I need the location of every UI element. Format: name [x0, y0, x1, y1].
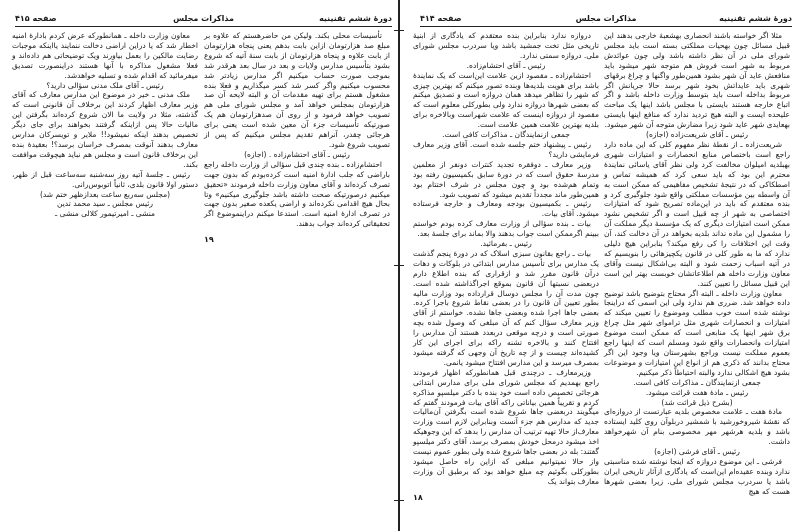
paragraph: رئیس ـ پیشنهاد ختم جلسه شده است. آقای وزیر معارف فرمایشی دارید؟: [413, 139, 599, 159]
paragraph: وزیرمعارف ـ درچندی قبل همانطورکه اظهار فرمودند راجع بهمدیم که مجلس شورای ملی برای مدارس ابتدائی هرجائی تخصیص داده است خود بنده با دکتر میلسپو مذاکره کردم و تقریباً همین بیاناتی راکه آقای بیات فرمودند گفتم که میگویند دربعضی جاها شروع شده است بگرفتن آن‌مالیات جدید که مدارس هم جزء آنست وبنابراین لازم است وزارت معارف‌از حالا تهیه ترتیب آن مدارس را بدهد که این وجوهیکه اخذ میشود درمحل خودش بمصرف برسد، آقای دکتر میلسپو گفتند: بله در بعضی جاها شروع شده ولی بطور عموم نیست واز حالا نمیتوانیم مبلغی که ازاین راه حاصل میشود بطورکلی بگوئیم چه مبلغ خواهد بود که برطبق آن وزارت معارف بتواند یک: [413, 367, 599, 486]
paragraph: مادهٔ هفت ـ علامت مخصوص بلدیه عبارتست از دروازه‌ای که نقشهٔ شیروخورشید با شمشیر دربلوآن روی کلید ایستاده باشد و بلدیه هرشهر مهر مخصوصی بنام آن شهرخواهد داشت.: [604, 407, 790, 447]
header-title: مذاکرات مجلس: [173, 14, 234, 23]
speaker-line: (مجلس سه‌ربع ساعت بعدازظهر ختم شد): [39, 189, 171, 199]
header-page-number: صفحه ۴۱۵: [15, 14, 57, 23]
paragraph: دروازه ندارد بنابراین بنده معتقدم که یادگاری از ابنیهٔ تاریخی مثل تخت جمشید باشد ویا سردرب مجلس شورای ملی. دروازه سمتی ندارد.: [413, 31, 599, 60]
paragraph: احتشام‌زاده ـ مقصود ازین علامت این‌است که یک نمایندهٔ باشد برای هویت بلدیه‌ها وبنده تصور میکنم که بهترین چیزی که شهر را تظاهر میدهد همان دروازه است و تصدیق میکنم که بعضی شهرها دروازه ندارد ولی بطورکلی معلوم است که مقصود از دروازه اینست که علامت شهراست وبالاخره برای بلدیه بهترین علامت همین علامت است.: [413, 70, 599, 130]
paragraph: احتشام‌زاده ـ بنده چندی قبل سؤالی از وزارت داخله راجع باراضی که جلب ادارهٔ امنیه است کرده‌بودم که بدون جهت تصرف کرده‌اند و آقای معاون وزارت داخله فرمودند «تحقیق میکنیم درصورتیکه صحت داشته باشد جلوگیری میکنیم» وتا بحال هیچ اقدامی نکرده‌اند و اراضی یکعده صغیر بدون جهت در تصرف ادارهٔ امنیه است. استدعا میکنم دراینموضوع اگر تحقیقاتی کرده‌اند جواب بدهند.: [204, 159, 390, 229]
speaker-line: جمعی ازنمایندگان ـ مذاکرات کافی است.: [633, 377, 761, 387]
speaker-line: رئیس ـ آقای شریعت‌زاده (اجازه): [646, 130, 748, 140]
paragraph: شریعت‌زاده ـ از نقطهٔ نظر مفهوم کلی که این ماده دارد راجع است باختصاص منابع انحصارات و امتیازات شهری بهبلدیه امیلوان مخالفت کرد ولی نظر آقای یاسائی نمایندهٔ محترم این بود که باید سعی کرد که همیشه تماس و اصطکاکی که در نتیجهٔ تشخیص مفاهیمی که ممکن است به آن واسطه بین مؤسسات مملکتی واقع شود جلوگیری کرد و بنده معتقدم که باید در این‌ماده تصریح شود که امتیازات اختصاصی به شهر از چه قبیل است و اگر تشخیص نشود ممکن است امتیازات دیگری که یک مؤسسهٔ دیگر مملکت آن را مشمول این ماده نداند بلدیه بخواهد در آن دخالت کند، آن وقت این اختلافات را کی رفع میکند؟ بنابراین هیچ دلیلی ندارد که ما به طور کلی در قانون یکچیزهائی را بنویسیم که در آتیه اسباب زحمت شود و البته بی‌اشکال نیست وآقای معاون وزارت داخله هم اطلاعاتشان خوبست بهتر این است این قبیل مسائل را تعیین کنند.: [604, 139, 790, 288]
paragraph: تأسیسات محلی بکند. ولیکن من حاضرهستم که علاوه بر مبلغ صد هزارتومان ازاین بابت بدهم یعنی پنجاه هزارتومان از بابت علاوه و پنجاه هزارتومان از بابت سنهٔ آتیه که شروع بشود بتأسیس مدارس ولایات و بعد در سال بعد هرقدر شد بموجب صورت حساب میکنیم اگر مدارس زیادتر شد محسوب میکنیم واگر کسر شد کسر میگذاریم و فعلا بنده مشغول هستم برای تهیه مقدمات آن و البته لایحه آن صد هزارتومان بمجلس خواهد آمد و مجلس شورای ملی هم تصویب خواهد فرمود و از روی آن صدهزارتومان هم یک صورتیکه تأسیسات جزء آن معین شده است یعنی برای هرجائی چقدر، آنراهم تقدیم مجلس میکنیم که پس از تصویب شروع شود.: [204, 31, 390, 149]
right-page: [405, 0, 800, 531]
header-title: مذاکرات مجلس: [575, 14, 637, 23]
speaker-line: رئیس مجلس ـ سید محمد تدین: [57, 199, 153, 209]
speaker-line: رئیس ـ آقای فرشی (اجازه): [654, 447, 740, 457]
column-paragraphs: [12, 31, 198, 219]
page-number: ۱۹: [204, 235, 214, 245]
page-header: [420, 14, 792, 27]
speaker-line: رئیس ـ آقای احتشام‌زاده . (اجازه): [244, 149, 350, 159]
page-header: [15, 14, 392, 27]
header-volume: دورهٔ ششم تقنینیه: [719, 14, 792, 23]
speaker-line: رئیس ـ بفرمائید.: [480, 239, 532, 249]
paragraph: معاون وزارت داخله ـ همانطورکه عرض کردم بادارهٔ امنیه اخطار شد که یا دراین اراضی دخالت ننمایند یااینکه موجبات رضایت مالکین را بعمل بیاورند ویک توضیحاتی هم داده‌اند و فعلا مشغول مذاکره با آنها هستند دراینصورت تصدیق میفرمائید که اقدام شده و تسلیه خواهدشد.: [12, 31, 198, 80]
speaker-line: رئیس ـ آقای احتشام‌زاده.: [466, 60, 546, 70]
paragraph: وزیر معارف ـ دوفقره تجدید کنترات دونفر از معلمین مدرسهٔ حقوق است که در دورهٔ سابق بکمیسیون رفته بود وتمام هم‌شده بود و چون مجلس در شرف اختتام بود همین‌طور ماند مجدداً تقدیم میشود که تصویب شود.: [413, 159, 599, 199]
paragraph: فرشی ـ این موضوع دروازه که اینجا نوشته شده مناسبتی ندارد وبنده عقیده‌ام این‌است که یادگاری ازآثار تاریخی ایران باشد یا سردرب مجلس شورای ملی. زیرا بعضی شهرها هست که هیچ: [604, 456, 790, 496]
text-column-left: [413, 31, 599, 503]
column-paragraphs: [604, 31, 790, 497]
page-number: ۱۸: [413, 492, 423, 502]
text-column-right: [204, 31, 390, 245]
text-column-right: [604, 31, 790, 497]
paragraph: بیات ـ راجع بقانون سبزی اسلاک که در دورهٔ پنجم گذشت یک مدارس برای تأسیس مدارس ابتدائی در بلوکات و دهات درآن قانون مقرر شد و ازقراری که بنده اطلاع دارم دربعضی نسبتها آن قانون بموقع اجراگذاشته شده است. چون مدت آن را مجلس دوسال قرارداده بود وزارت مالیه بطور تعیین آن قانون را در بعضی نقاط شروع باجرا کرده. بعضی جاها اجرا شده وبعضی جاها نشده. خواستم از آقای وزیر معارف سؤال کنم که آن مبلغی که وصول شده بچه صورتی است و درچه موقعی دربعدد هستند آن مدارس را افتتاح کنند و بالاخره تشنه راکه برای اجرای این کار کشیده‌اند چیست و از چه تاریخ آن وجهی که گرفته میشود بمصرف میرسد و این مدارس افتتاح میشود یانمی.: [413, 248, 599, 367]
paragraph: رئیس ـ جلسهٔ آتیه روز سه‌شنبه سه‌ساعت قبل از ظهر، دستور اولا قانون بلدی، ثانیاً اتوبوس‌رانی.: [12, 169, 198, 189]
speaker-line: (بشرح ذیل قرائت شد): [661, 397, 733, 407]
paragraph: مثلا اگر خواسته باشند انحصاری بهشعبهٔ خارجی بدهند این قبیل مسائل چون بهحیات مملکتی بسته است باید مجلس شورای ملی در آن نظر داشته باشد ولی چون عوائدش مربوط به شهر است فروش هم متوجه شهر میشود باید منافعش عاید آن شهر بشود همین‌طور واگنها و چراغ برقهای شهری باید عایداتش بخود شهر برسد حالا جریانش اگر مربوط بداخله است باید بتوسط وزارت داخله باشد و اگر اتباع خارجه هستند بایستی با مجلس باشد اینها یک مباحث علیحده ایست و البته هیچ تردید ندارد که منافع اینها بایستی بهعایدی شهر عاید شود زیرا مضارش متوجه آن شهر میشود.: [604, 31, 790, 130]
paragraph: رئیس ـ بکمیسیون بودجه ومعارف و خارجه فرستاده میشود. آقای بیات.: [413, 199, 599, 219]
speaker-line: رئیس ـ مادهٔ هفت قرائت میشود.: [645, 387, 749, 397]
paragraph: معاون وزارت داخله ـ البته اگر محتاج بتوضیح باشد توضیح داده خواهد شد. ضرری هم ندارد ولی این اسمی که دراینجا نوشته شده است خوب مطلب وموضوع را تعیین میکند که امتیازات و انحصارات شهری مثل تراموای شهر مثل چراغ برق شهر اینها یک منابعی است که ممکن است موضوع امتیازات وانحصارات واقع شود ومسلم است که اینها راجع بعموم مملکت نیست وراجع بشهرستان ویا وجود این اگر محتاج بدانند که ذکری هم از انواع این امتیازات و موضوعات بشود هیچ اشکالی ندارد والبته احتیاطاً ذکر میکنیم.: [604, 288, 790, 377]
text-column-left: [12, 31, 198, 219]
header-volume: دورهٔ ششم تقنینیه: [319, 14, 392, 23]
speaker-line: رئیس ـ آقای ملک مدنی سؤالی دارید؟: [46, 80, 164, 90]
paragraph: بیات ـ بنده سؤالی از وزارت معارف کرده بودم خواستم ببینم اگرممکن است جواب بدهند والا بماند برای جلسهٔ بعد.: [413, 219, 599, 239]
column-paragraphs: [204, 31, 390, 229]
paragraph: ملک مدنی ـ خیر در موضوع این مدارس معارف که آقای وزیر معارف اظهار کردند این برخلاف آن قانونی است که گذشته، مثلا در ولایت ما الان شروع کرده‌اند بگرفتن این مالیات حالا پس ازاینکه گرفتند بخواهند برای جای دیگر تخصیص بدهند اینکه نمیشود!! ملایر و تویسرکان مدارس معارف بدهند آنوقت بمصرف خراسان برسد؟! بعقیدهٔ بنده این برخلاف قانون است و مجلس هم نباید هیچوقت موافقت بکند.: [12, 90, 198, 169]
column-paragraphs: [413, 31, 599, 487]
speaker-line: منشی ـ امیرتیمور کلالی منشی ـ: [54, 209, 156, 219]
speaker-line: جمعی ازنمایندگان ـ مذاکرات کافی است.: [442, 130, 570, 140]
header-page-number: صفحه ۴۱۴: [420, 14, 462, 23]
